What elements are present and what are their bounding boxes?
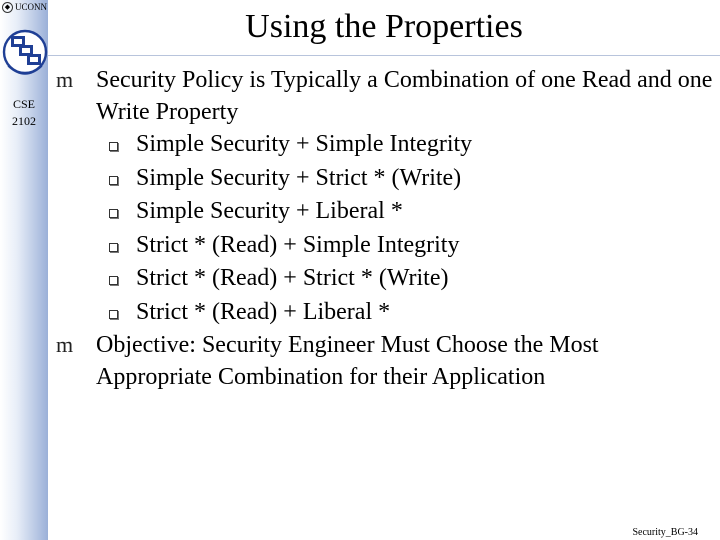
sub-bullet-item [56, 195, 716, 229]
checkbox-bullet-icon [109, 276, 118, 285]
bullet-item [56, 329, 716, 393]
sub-bullet-item [56, 162, 716, 196]
sub-bullet-item [56, 296, 716, 330]
sub-bullet-text: Simple Security + Strict * (Write) [136, 164, 462, 191]
sub-bullet-text: Strict * (Read) + Liberal * [136, 298, 391, 325]
course-code [4, 96, 44, 130]
bullet-icon: m [56, 332, 74, 357]
slide-footer: Security_BG-34 [632, 527, 698, 538]
uconn-header [2, 0, 47, 14]
sub-bullet-item [56, 229, 716, 263]
slide-title: Using the Properties [245, 8, 523, 45]
sub-bullet-text: Simple Security + Liberal * [136, 198, 403, 224]
checkbox-bullet-icon [109, 209, 118, 218]
sub-bullet-text: Simple Security + Simple Integrity [136, 131, 473, 157]
sub-bullet-text: Strict * (Read) + Simple Integrity [136, 231, 460, 258]
sub-bullet-text: Strict * (Read) + Strict * (Write) [136, 265, 449, 291]
checkbox-bullet-icon [109, 176, 118, 185]
sub-bullet-item [56, 128, 716, 162]
university-seal-icon: ◆ [2, 2, 13, 13]
course-dept: CSE [12, 97, 35, 111]
institution-name: UCONN [15, 2, 48, 12]
sub-bullet-item [56, 262, 716, 296]
course-number: 2102 [12, 114, 36, 128]
department-logo-icon [2, 22, 48, 86]
checkbox-bullet-icon [109, 142, 118, 151]
bullet-icon: m [56, 67, 74, 92]
bullet-text: Objective: Security Engineer Must Choose the Most Appropriate Combination for their Application [96, 332, 599, 390]
checkbox-bullet-icon [109, 243, 118, 252]
bullet-item [56, 64, 716, 128]
slide-body [56, 64, 716, 393]
bullet-text: Security Policy is Typically a Combination of one Read and one Write Property [96, 67, 713, 125]
header-divider [48, 55, 720, 56]
checkbox-bullet-icon [109, 310, 118, 319]
